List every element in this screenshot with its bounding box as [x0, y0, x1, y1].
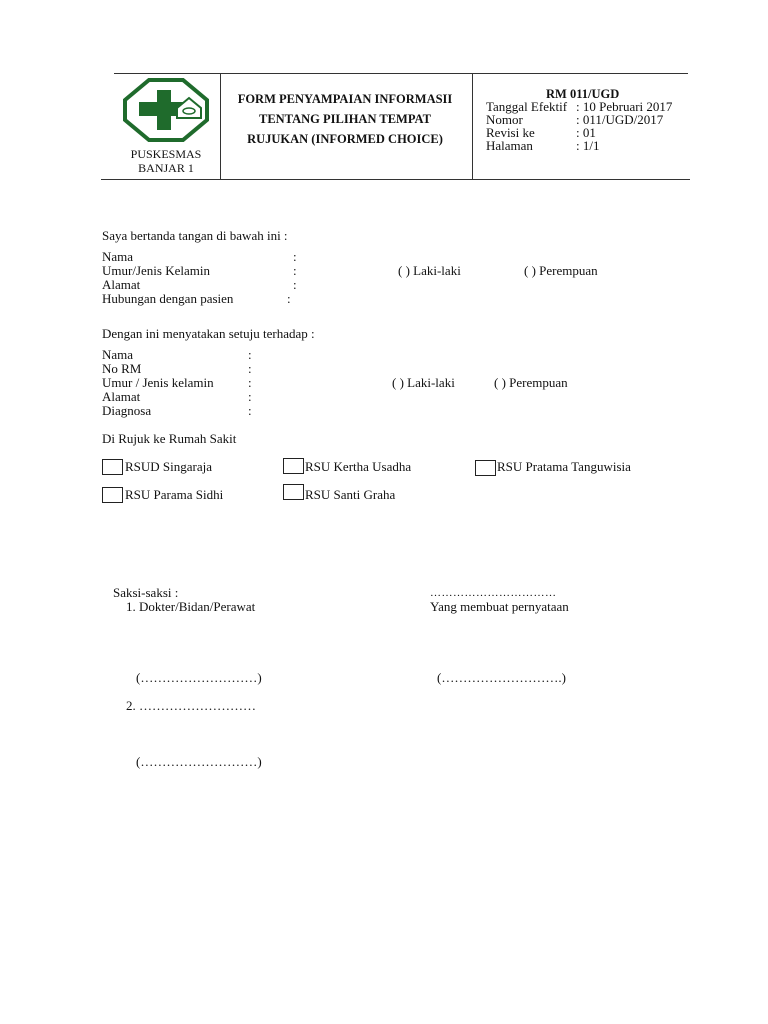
meta-revision-label: Revisi ke	[486, 125, 535, 140]
patient-gender-female-option[interactable]: ( ) Perempuan	[494, 375, 568, 390]
referral-heading: Di Rujuk ke Rumah Sakit	[102, 431, 237, 446]
field-colon: :	[248, 347, 252, 362]
gender-male-option[interactable]: ( ) Laki-laki	[398, 263, 461, 278]
option-label-rsu-santi-graha: RSU Santi Graha	[305, 487, 396, 502]
patient-field-label-address: Alamat	[102, 389, 141, 404]
header-divider-2	[472, 73, 473, 180]
witness-1-signature-line: (………………………)	[136, 670, 262, 685]
field-colon: :	[287, 291, 291, 306]
checkbox-rsu-santi-graha[interactable]	[283, 484, 304, 500]
patient-field-label-diagnosis: Diagnosa	[102, 403, 152, 418]
declarant-dotted-line: ……………………………	[430, 587, 557, 599]
org-name-line2: BANJAR 1	[138, 161, 194, 175]
meta-page-value: : 1/1	[576, 138, 600, 153]
field-label-relationship: Hubungan dengan pasien	[102, 291, 234, 306]
option-label-rsu-kertha-usadha: RSU Kertha Usadha	[305, 459, 412, 474]
field-colon: :	[293, 263, 297, 278]
witness-label: Saksi-saksi :	[113, 585, 179, 600]
declarant-label: Yang membuat pernyataan	[430, 599, 569, 614]
field-colon: :	[248, 389, 252, 404]
meta-number-value: : 011/UGD/2017	[576, 112, 664, 127]
checkbox-rsud-singaraja[interactable]	[102, 459, 123, 475]
field-label-age-gender: Umur/Jenis Kelamin	[102, 263, 210, 278]
patient-field-label-name: Nama	[102, 347, 134, 362]
meta-page-label: Halaman	[486, 138, 533, 153]
checkbox-rsu-pratama-tanguwisia[interactable]	[475, 460, 496, 476]
section2-intro: Dengan ini menyatakan setuju terhadap :	[102, 326, 315, 341]
witness-2-line: 2. ………………………	[126, 698, 256, 713]
header-top-border	[114, 73, 688, 74]
patient-field-label-age-gender: Umur / Jenis kelamin	[102, 375, 214, 390]
patient-field-label-mrn: No RM	[102, 361, 142, 376]
form-title-line3: RUJUKAN (INFORMED CHOICE)	[247, 132, 443, 146]
doc-code: RM 011/UGD	[546, 87, 620, 101]
witness-2-signature-line: (………………………)	[136, 754, 262, 769]
option-label-rsu-parama-sidhi: RSU Parama Sidhi	[125, 487, 224, 502]
field-colon: :	[248, 361, 252, 376]
header-bottom-border	[101, 179, 690, 180]
meta-effective-date-value: : 10 Pebruari 2017	[576, 99, 673, 114]
field-label-address: Alamat	[102, 277, 141, 292]
option-label-rsud-singaraja: RSUD Singaraja	[125, 459, 213, 474]
meta-number-label: Nomor	[486, 112, 523, 127]
org-name-line1: PUSKESMAS	[130, 147, 202, 161]
puskesmas-logo-icon	[123, 78, 209, 142]
field-colon: :	[248, 403, 252, 418]
section1-intro: Saya bertanda tangan di bawah ini :	[102, 228, 288, 243]
meta-effective-date-label: Tanggal Efektif	[486, 99, 568, 114]
field-label-name: Nama	[102, 249, 134, 264]
field-colon: :	[293, 277, 297, 292]
field-colon: :	[248, 375, 252, 390]
checkbox-rsu-kertha-usadha[interactable]	[283, 458, 304, 474]
declarant-signature-line: (……………………….)	[437, 670, 566, 685]
form-title-line2: TENTANG PILIHAN TEMPAT	[258, 112, 431, 126]
checkbox-rsu-parama-sidhi[interactable]	[102, 487, 123, 503]
option-label-rsu-pratama-tanguwisia: RSU Pratama Tanguwisia	[497, 459, 631, 474]
meta-revision-value: : 01	[576, 125, 596, 140]
gender-female-option[interactable]: ( ) Perempuan	[524, 263, 598, 278]
patient-gender-male-option[interactable]: ( ) Laki-laki	[392, 375, 455, 390]
form-title-line1: FORM PENYAMPAIAN INFORMASII	[237, 92, 453, 106]
field-colon: :	[293, 249, 297, 264]
witness-1-role: 1. Dokter/Bidan/Perawat	[126, 599, 256, 614]
